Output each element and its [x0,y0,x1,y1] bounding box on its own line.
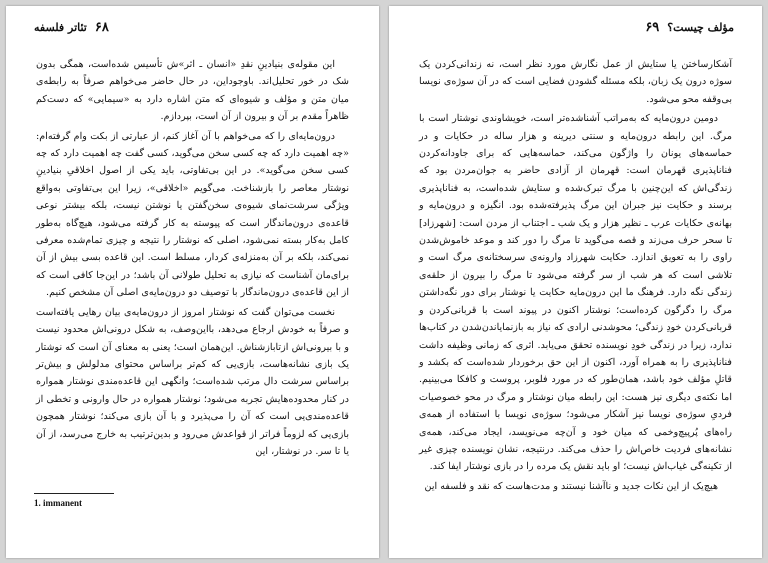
right-paragraph-2: دومین درون‌مایه که به‌مراتب آشناشده‌تر است، خویشاوندی نوشتار است با مرگ. این رابطه درون‌مایه و سنتی دیرینه و هزار ساله در حکایات و در حماسه‌های یونان را واژگون می‌کند، حماسه‌هایی که برای جاودانه‌کردن فناناپذیری قهرمان است: قهرمان از آزادی حاضر به جوان‌مردن بود که زندگی‌اش که این‌چنین با مرگ تبرک‌شده و ستایش شده‌است، به فناناپذیری برسند و حکایت نیز جبران این مرگ پذیرفته‌شده بود. انگیزه و درون‌مایه و بهانه‌ی حکایات عرب ـ نظیر هزار و یک شب ـ اجتناب از مردن است: [شهرزاد] تا سحر حرف می‌زند و قصه می‌گوید تا مرگ را دور کند و موعد خاموش‌شدن راوی را به تعویق اندازد. حکایت شهرزاد وارونه‌ی سرسختانه‌ی مرگ است و تلاشی است که هر شب از سر گرفته می‌شود تا مرگ را بیرون از حلقه‌ی زندگی نگه دارد. فرهنگ ما این درون‌مایه حکایت یا نوشتار برای دور نگه‌داشتن مرگ را دگرگون کرده‌است؛ نوشتار اکنون در پیوند است با قربانی‌کردن و قربانی‌کردن خودِ زندگی؛ محوشدنی ارادی که نیاز به بازنمایاندن‌شدن در کتاب‌ها ندارد، زیرا در زندگی خودِ نویسنده تحقق می‌یابد. اثری که زمانی وظیفه داشت فناناپذیری را به همراه آورد، اکنون از این حق برخوردار شده‌است که بکشد و قاتلِ مؤلف خود باشد، همان‌طور که در مورد فلوبر، پروست و کافکا می‌بینیم. اما نکته‌ی دیگری نیز هست: این رابطه میان نوشتار و مرگ در محو خصوصیات فردیِ سوژه‌ی نویسا نیز آشکار می‌شود؛ سوژه‌ی نویسا با استفاده از همه‌ی راه‌های پُرپیچ‌وخمی که میان خود و آن‌چه می‌نویسد، ایجاد می‌کند، همه‌ی نشانه‌های فردیت خاص‌اش را حذف می‌کند. درنتیجه، نشان نویسنده چیزی غیر از تکینه‌گی غیاب‌اش نیست؛ او باید نقش یک مرده را در بازی نوشتار ایفا کند. [419,113,732,473]
left-paragraph-3: نخست می‌توان گفت که نوشتار امروز از درون‌مایه‌ی بیان رهایی یافته‌است و صرفاً به خودش ارجاع می‌دهد، بااین‌وصف، به شکل درونی‌اش محدود نیست و با بیرونی‌اش ازتابازشناش. این‌همان است؛ یعنی به معنای آن است که نوشتار یک بازی نشانه‌هاست، بازی‌یی که کم‌تر براساس محتوای مدلولش و بیش‌تر براساس سرشت دال مرتب شده‌است؛ وانگهی این قاعده‌مندی نوشتار همواره در کنار محدوده‌هایش تجربه می‌شود؛ نوشتار همواره در حال وارونی و تخطی از قاعده‌مندی‌یی است که آن را می‌پذیرد و با آن بازی می‌کند؛ نوشتار همچون بازی‌یی که لزوماً فراتر از قواعدش می‌رود و بدین‌ترتیب به خارج می‌رسد، از آن یا تا سر. در نوشتار، این [36,306,349,457]
left-page [6,6,379,558]
left-page-number: ۶۸ [94,19,109,35]
right-page-header [417,18,734,36]
right-paragraph-1: آشکارساختن یا ستایش از عمل نگارش مورد نظر است، نه زندانی‌کردن یک سوژه درون یک زبان، بلکه مسئله گشودن فضایی است که در آن سوژه‌ی نویسا بی‌وقفه محو می‌شود. [419,59,732,105]
right-paragraph-3: هیچ‌یک از این نکات جدید و ناآشنا نیستند و مدت‌هاست که نقد و فلسفه این [424,480,718,492]
left-page-header [34,18,351,36]
right-page-number: ۶۹ [645,19,660,35]
footnote: 1. immanent [34,498,82,508]
left-page-body [36,56,349,462]
footnote-divider [34,493,114,494]
left-paragraph-1: این مقوله‌ی بنیادینِ نقدِ «انسان ـ اثر»ش تأسیس شده‌است، همگی بدون شک در خور تحلیل‌اند. باوجوداین، در حال حاضر می‌خواهم صرفاً به رابطه‌ی میان متن و مؤلف و شیوه‌ای که متن اشاره دارد به «سیمایی» که دست‌کم ظاهراً مقدم بر آن و بیرون از آن است، بپردازم. [36,59,349,123]
left-running-title: تئاتر فلسفه [34,20,87,34]
left-paragraph-2: درون‌مایه‌ای را که می‌خواهم با آن آغاز کنم، از عبارتی از بکت وام گرفته‌ام: «چه اهمیت دارد که چه کسی سخن می‌گوید، کسی گفت چه اهمیت دارد که چه کسی سخن می‌گوید». در این بی‌تفاوتی، باید یکی از اصول اخلاقیِ بنیادینِ نوشتار معاصر را بازشناخت. می‌گویم «اخلاقی»، زیرا این بی‌تفاوتی به‌واقع ویژگی سرشت‌نمای شیوه‌ی سخن‌گفتن یا نوشتن نیست، بلکه بیشتر نوعی قاعده‌ی درون‌ماندگار است که پیوسته به کار گرفته می‌شود، هیچ‌گاه به‌طور کامل به‌کار بسته نمی‌شود، اصلی که نوشتار را نتیجه و چیزی تمام‌شده معرفی نمی‌کند، بلکه بر آن به‌منزله‌ی کردار، مسلط است. این قاعده بسی بیش از آن برای‌مان آشناست که نیازی به تحلیل طولانی آن باشد؛ در این‌جا کافی است که از این قاعده‌ی درون‌ماندگار با توصیف دو درون‌مایه‌ی اصلی آن مشخص کنیم. [36,130,349,299]
right-page [389,6,762,558]
right-running-title: مؤلف چیست؟ [667,20,734,34]
right-page-body [419,56,732,497]
